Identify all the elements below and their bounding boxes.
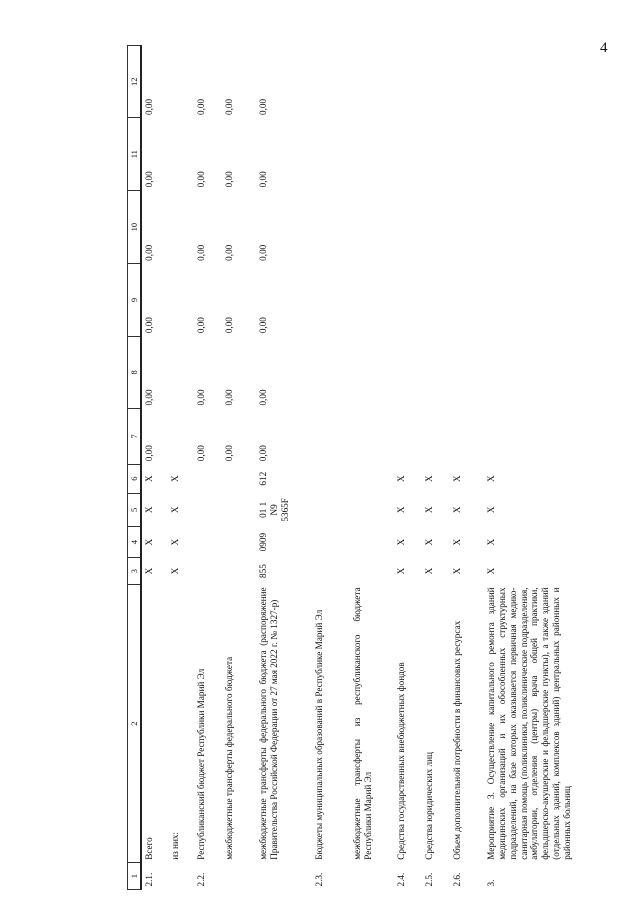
row-name-cell: Бюджеты муниципальных образований в Республике Марий Эл [314, 609, 325, 860]
header-cell: 11 [128, 118, 142, 190]
value-cell [484, 118, 608, 190]
value-cell: X [424, 475, 435, 482]
table-row [168, 46, 194, 890]
budget-table [127, 45, 608, 890]
row-name-cell: Средства юридических лиц [424, 752, 435, 860]
header-cell: 10 [128, 190, 142, 263]
value-cell: X [170, 506, 181, 514]
table-row [256, 46, 312, 890]
value-cell: 0,00 [144, 98, 155, 115]
table-row [222, 46, 256, 890]
value-cell [450, 46, 484, 118]
row-name-cell: Всего [144, 837, 155, 860]
value-cell: 0909 [258, 532, 269, 552]
value-cell [194, 464, 222, 493]
value-cell [312, 190, 350, 263]
value-cell [422, 264, 450, 336]
value-cell: X [424, 538, 435, 546]
value-cell: X [144, 475, 155, 482]
value-cell: 0,00 [196, 317, 207, 334]
value-cell: X [486, 538, 497, 546]
value-cell [222, 527, 256, 558]
value-cell: X [396, 567, 407, 575]
value-cell [394, 409, 422, 465]
value-cell: X [452, 506, 463, 514]
page-number: 4 [600, 40, 608, 56]
table-row [394, 46, 422, 890]
value-cell: X [452, 567, 463, 575]
value-cell: 0,00 [196, 98, 207, 115]
value-cell [312, 46, 350, 118]
row-name-cell: из них: [170, 831, 181, 860]
value-cell: 0,00 [258, 98, 269, 115]
value-cell [194, 558, 222, 585]
value-cell: 0,00 [258, 317, 269, 334]
value-cell: X [170, 538, 181, 546]
value-cell: 0,00 [258, 171, 269, 188]
value-cell: X [144, 506, 155, 514]
value-cell: 0,00 [144, 244, 155, 261]
table-row [350, 46, 394, 890]
value-cell [350, 336, 394, 408]
value-cell [312, 409, 350, 465]
value-cell: 0,00 [196, 171, 207, 188]
value-cell [484, 336, 608, 408]
row-number-cell: 2.3. [314, 872, 325, 887]
row-number-cell: 2.4. [396, 872, 407, 887]
value-cell [394, 264, 422, 336]
value-cell: 0,00 [258, 445, 269, 462]
value-cell [168, 46, 194, 118]
value-cell [222, 558, 256, 585]
row-name-cell: Объем дополнительной потребности в финансовых ресурсах [452, 620, 463, 860]
value-cell [350, 493, 394, 526]
value-cell [450, 190, 484, 263]
row-name-cell: межбюджетные трансферты федерального бюджета [224, 656, 235, 860]
value-cell: 0,00 [144, 171, 155, 188]
value-cell: 0,00 [224, 317, 235, 334]
row-number-cell: 3. [486, 879, 497, 887]
value-cell [222, 464, 256, 493]
table-row [484, 46, 608, 890]
value-cell [394, 190, 422, 263]
row-number-cell: 2.2. [196, 872, 207, 887]
value-cell: 0,00 [196, 389, 207, 406]
value-cell [312, 264, 350, 336]
row-number-cell: 2.5. [424, 872, 435, 887]
value-cell: X [396, 506, 407, 514]
table-row [422, 46, 450, 890]
header-cell: 5 [128, 493, 142, 526]
value-cell: X [144, 567, 155, 575]
value-cell [350, 118, 394, 190]
value-cell [222, 493, 256, 526]
value-cell: 0,00 [224, 98, 235, 115]
value-cell: X [144, 538, 155, 546]
value-cell [350, 409, 394, 465]
row-number-cell: 2.6. [452, 872, 463, 887]
value-cell: 0,00 [258, 389, 269, 406]
value-cell [168, 264, 194, 336]
value-cell: 0,00 [224, 171, 235, 188]
table-row [141, 46, 168, 890]
value-cell [450, 409, 484, 465]
value-cell [422, 46, 450, 118]
value-cell [394, 118, 422, 190]
value-cell [168, 409, 194, 465]
value-cell [394, 336, 422, 408]
value-cell: X [452, 538, 463, 546]
value-cell [450, 118, 484, 190]
header-cell: 6 [128, 464, 142, 493]
value-cell [422, 409, 450, 465]
value-cell: X [486, 475, 497, 482]
value-cell [312, 336, 350, 408]
row-number-cell [256, 863, 312, 890]
header-cell: 2 [128, 584, 142, 862]
value-cell [194, 493, 222, 526]
value-cell: X [396, 475, 407, 482]
value-cell [312, 118, 350, 190]
value-cell: 0,00 [144, 389, 155, 406]
value-cell [194, 527, 222, 558]
value-cell [350, 264, 394, 336]
header-cell: 3 [128, 558, 142, 585]
value-cell [422, 190, 450, 263]
header-cell: 7 [128, 409, 142, 465]
header-row [128, 46, 142, 890]
value-cell: 0,00 [258, 244, 269, 261]
value-cell: X [170, 567, 181, 575]
value-cell: 0,00 [144, 317, 155, 334]
value-cell: 0,00 [196, 244, 207, 261]
value-cell [312, 464, 350, 493]
value-cell: 0,00 [224, 389, 235, 406]
value-cell [484, 190, 608, 263]
value-cell [168, 190, 194, 263]
row-name-cell: Средства государственных внебюджетных фондов [396, 662, 407, 860]
value-cell: X [424, 567, 435, 575]
value-cell [350, 527, 394, 558]
table-row [194, 46, 222, 890]
table-body [141, 46, 608, 890]
row-number-cell [168, 863, 194, 890]
header-cell: 12 [128, 46, 142, 118]
row-number-cell [350, 863, 394, 890]
value-cell [350, 190, 394, 263]
rotated-page-content [127, 45, 627, 890]
value-cell [350, 464, 394, 493]
row-number-cell [222, 863, 256, 890]
value-cell [450, 336, 484, 408]
table-row [312, 46, 350, 890]
value-cell [484, 264, 608, 336]
value-cell: X [396, 538, 407, 546]
value-cell: 0,00 [224, 244, 235, 261]
value-cell [350, 46, 394, 118]
row-name-cell: межбюджетные трансферты федерального бюджета (распоряжение Правительства Российской Федерации от 27 мая 2022 г. № 1327-р) [258, 587, 279, 860]
value-cell [450, 264, 484, 336]
value-cell: X [452, 475, 463, 482]
row-number-cell: 2.1. [144, 872, 155, 887]
value-cell: 0,00 [144, 445, 155, 462]
row-name-cell: Мероприятие 3. Осуществление капитального ремонта зданий медицинских организаций и их обособленных структурных подразделений, на базе которых оказывается первичная медико-санитарная помощь (поликлиники, поликлинические подразделения, амбулатории, отделения (центры) врача общей практики, фельдшерско-акушерские и фельдшерские пункты), а также зданий (отдельных зданий, комплексов зданий) центральных районных и районных больниц [486, 587, 573, 860]
value-cell [484, 409, 608, 465]
value-cell: X [486, 506, 497, 514]
value-cell [168, 118, 194, 190]
value-cell: X [424, 506, 435, 514]
value-cell: 612 [258, 471, 269, 486]
value-cell: 0,00 [224, 445, 235, 462]
value-cell [312, 558, 350, 585]
header-cell: 9 [128, 264, 142, 336]
value-cell [422, 336, 450, 408]
value-cell: X [170, 475, 181, 482]
value-cell [312, 493, 350, 526]
value-cell [350, 558, 394, 585]
value-cell [168, 336, 194, 408]
row-name-cell: Республиканский бюджет Республики Марий Эл [196, 668, 207, 860]
value-cell: X [486, 567, 497, 575]
value-cell [394, 46, 422, 118]
header-cell: 1 [128, 863, 142, 890]
table-row [450, 46, 484, 890]
value-cell: 01 1 N9 5365F [258, 498, 290, 522]
value-cell [312, 527, 350, 558]
value-cell: 855 [258, 564, 269, 578]
row-name-cell: межбюджетные трансферты из республиканского бюджета Республики Марий Эл [352, 587, 373, 860]
header-cell: 4 [128, 527, 142, 558]
value-cell: 0,00 [196, 445, 207, 462]
header-cell: 8 [128, 336, 142, 408]
value-cell [422, 118, 450, 190]
value-cell [484, 46, 608, 118]
